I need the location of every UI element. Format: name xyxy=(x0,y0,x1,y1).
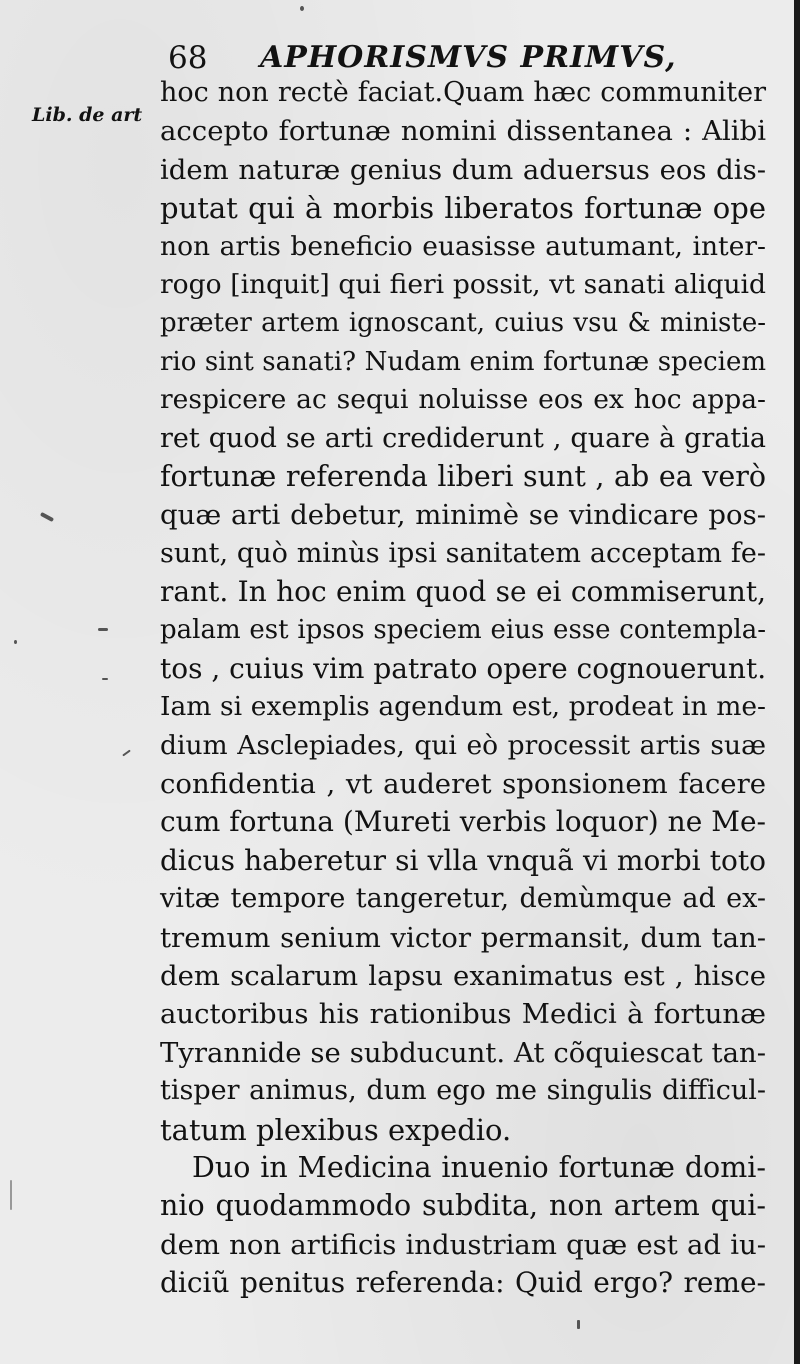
text-line: tremum senium victor permansit, dum tan- xyxy=(160,921,766,954)
page-number: 68 xyxy=(168,40,208,76)
text-line: confidentia , vt auderet sponsionem facere xyxy=(160,768,766,801)
text-line: Iam si exemplis agendum est, prodeat in me- xyxy=(160,691,766,723)
text-line: dem non artificis industriam quæ est ad iu- xyxy=(160,1228,766,1261)
page-edge-shadow xyxy=(794,0,800,1364)
text-line: nio quodammodo subdita, non artem qui- xyxy=(160,1189,766,1223)
text-line: rogo [inquit] qui fieri possit, vt sanati aliquid xyxy=(160,268,766,300)
text-line: rio sint sanati? Nudam enim fortunæ speciem xyxy=(160,346,766,377)
paragraph xyxy=(160,1149,766,1303)
text-line: auctoribus his rationibus Medici à fortunæ xyxy=(160,998,766,1031)
page-header xyxy=(168,38,788,78)
text-line: palam est ipsos speciem eius esse contempla- xyxy=(160,615,766,646)
margin-note: Lib. de art xyxy=(32,104,143,126)
text-line: præter artem ignoscant, cuius vsu & ministe- xyxy=(160,308,766,339)
text-line: dem scalarum lapsu exanimatus est , hisce xyxy=(160,959,766,992)
text-line: fortunæ referenda liberi sunt , ab ea verò xyxy=(160,459,766,493)
text-line: diciũ penitus referenda: Quid ergo? reme- xyxy=(160,1266,766,1300)
text-line: putat qui à morbis liberatos fortunæ ope xyxy=(160,191,766,226)
text-line: Tyrannide se subducunt. At cõquiescat tan- xyxy=(160,1036,766,1069)
text-line: dium Asclepiades, qui eò processit artis suæ xyxy=(160,729,766,761)
text-line: tos , cuius vim patrato opere cognouerunt. xyxy=(160,651,767,685)
text-line: sunt, quò minùs ipsi sanitatem acceptam fe- xyxy=(160,537,766,569)
text-line: respicere ac sequi noluisse eos ex hoc appa- xyxy=(160,384,766,416)
text-line: ret quod se arti crediderunt , quare à gratia xyxy=(160,422,766,454)
text-line: idem naturæ genius dum aduersus eos dis- xyxy=(160,153,766,186)
running-title: APHORISMVS PRIMVS, xyxy=(260,40,677,75)
paragraph xyxy=(160,74,766,1149)
text-line: non artis beneficio euasisse autumant, inter- xyxy=(160,230,766,262)
body-text xyxy=(160,74,766,1303)
text-line: accepto fortunæ nomini dissentanea : Alibi xyxy=(160,115,766,148)
text-line: tatum plexibus expedio. xyxy=(160,1112,512,1147)
text-line: tisper animus, dum ego me singulis difficul- xyxy=(160,1075,766,1107)
text-line: quæ arti debetur, minimè se vindicare pos- xyxy=(160,499,766,532)
text-line: dicus haberetur si vlla vnquã vi morbi toto xyxy=(160,843,766,877)
text-line: Duo in Medicina inuenio fortunæ domi- xyxy=(192,1150,766,1184)
text-line: rant. In hoc enim quod se ei commiserunt, xyxy=(160,575,766,609)
text-line: vitæ tempore tangeretur, demùmque ad ex- xyxy=(160,883,766,915)
text-line: cum fortuna (Mureti verbis loquor) ne Me- xyxy=(160,805,766,839)
text-line: hoc non rectè faciat.Quam hæc communiter xyxy=(160,77,766,108)
